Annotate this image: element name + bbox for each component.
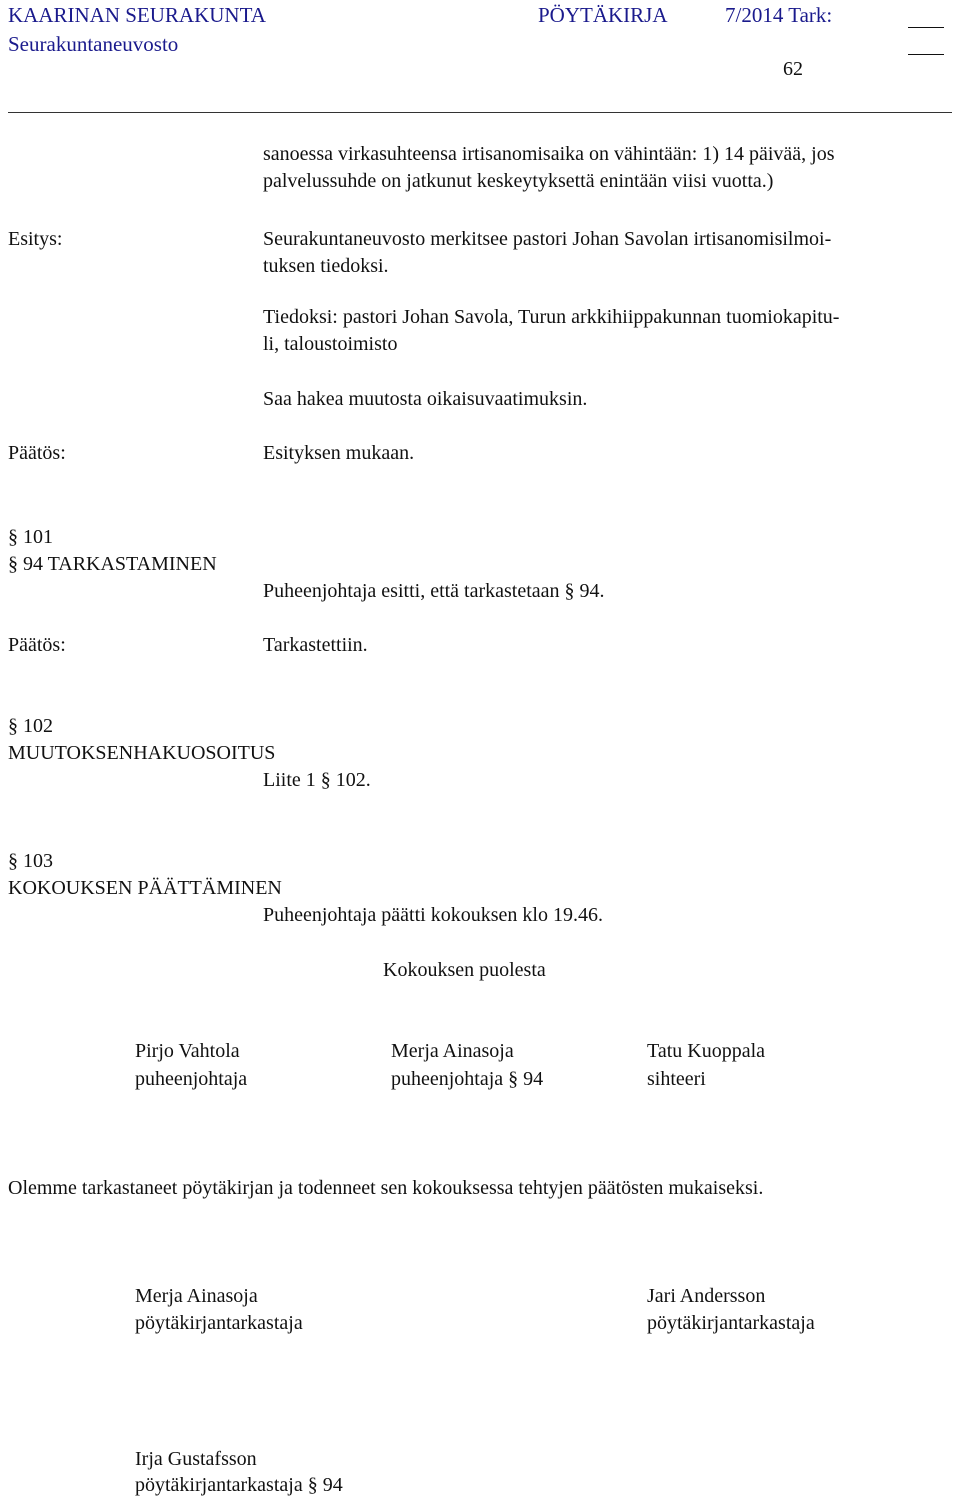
checker-role: pöytäkirjantarkastaja (647, 1312, 815, 1334)
signer-role: puheenjohtaja (135, 1068, 248, 1090)
signer-name: Pirjo Vahtola (135, 1040, 240, 1062)
proposal-line-2: tuksen tiedoksi. (263, 255, 389, 277)
intro-line-1: sanoessa virkasuhteensa irtisanomisaika on vähintään: 1) 14 päivää, jos (263, 143, 835, 165)
section-101-mark: § 101 (8, 526, 53, 548)
decision-label: Päätös: (8, 442, 66, 464)
decision-text: Esityksen mukaan. (263, 442, 415, 464)
notify-line-1: Tiedoksi: pastori Johan Savola, Turun arkkihiippakunnan tuomiokapitu- (263, 306, 840, 328)
doc-type: PÖYTÄKIRJA (538, 3, 668, 27)
section-101-decision-label: Päätös: (8, 634, 66, 656)
body-name: Seurakuntaneuvosto (8, 32, 179, 56)
notify-line-2: li, taloustoimisto (263, 333, 398, 355)
checker-role: pöytäkirjantarkastaja (135, 1312, 303, 1334)
section-101-text: Puheenjohtaja esitti, että tarkastetaan § 94. (263, 580, 605, 602)
checker-name: Irja Gustafsson (135, 1448, 257, 1470)
signer-role: puheenjohtaja § 94 (391, 1068, 544, 1090)
checker-name: Jari Andersson (647, 1285, 766, 1307)
org-name: KAARINAN SEURAKUNTA (8, 3, 266, 27)
checker-name: Merja Ainasoja (135, 1285, 258, 1307)
verification-statement: Olemme tarkastaneet pöytäkirjan ja todenneet sen kokouksessa tehtyjen päätösten mukaiseksi. (8, 1177, 764, 1199)
proposal-line-1: Seurakuntaneuvosto merkitsee pastori Johan Savolan irtisanomisilmoi- (263, 228, 832, 250)
signer-name: Tatu Kuoppala (647, 1040, 766, 1062)
section-103-mark: § 103 (8, 850, 53, 872)
initials-line-2 (908, 54, 944, 55)
doc-number: 7/2014 Tark: (725, 3, 833, 27)
checker-role: pöytäkirjantarkastaja § 94 (135, 1474, 343, 1496)
section-103-title: KOKOUKSEN PÄÄTTÄMINEN (8, 877, 282, 899)
appeal-text: Saa hakea muutosta oikaisuvaatimuksin. (263, 388, 588, 410)
section-102-text: Liite 1 § 102. (263, 769, 371, 791)
page-number: 62 (783, 58, 803, 80)
section-102-title: MUUTOKSENHAKUOSOITUS (8, 742, 276, 764)
section-101-decision-text: Tarkastettiin. (263, 634, 368, 656)
on-behalf-label: Kokouksen puolesta (383, 959, 546, 981)
header-rule (8, 112, 952, 113)
initials-line-1 (908, 27, 944, 28)
proposal-label: Esitys: (8, 228, 63, 250)
signer-name: Merja Ainasoja (391, 1040, 514, 1062)
section-103-text: Puheenjohtaja päätti kokouksen klo 19.46. (263, 904, 603, 926)
section-101-title: § 94 TARKASTAMINEN (8, 553, 217, 575)
section-102-mark: § 102 (8, 715, 53, 737)
intro-line-2: palvelussuhde on jatkunut keskeytyksettä enintään viisi vuotta.) (263, 170, 774, 192)
signer-role: sihteeri (647, 1068, 706, 1090)
